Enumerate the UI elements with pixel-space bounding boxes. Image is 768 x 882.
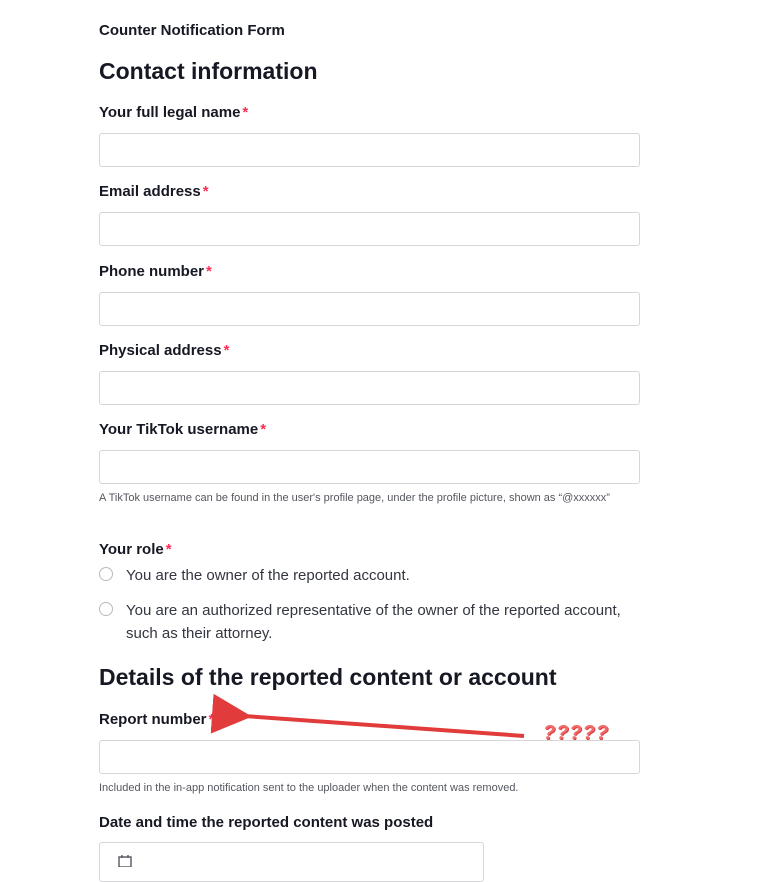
contact-heading: Contact information — [99, 58, 318, 84]
required-mark: * — [208, 711, 215, 728]
report-number-label: Report number * — [99, 711, 215, 728]
required-mark: * — [223, 342, 230, 359]
form-title: Counter Notification Form — [99, 22, 285, 39]
role-label: Your role * — [99, 541, 172, 558]
posted-datetime-label: Date and time the reported content was posted — [99, 814, 434, 831]
required-mark: * — [260, 421, 267, 438]
report-number-helper-text: Included in the in-app notification sent to the uploader when the content was removed. — [99, 782, 519, 794]
phone-label: Phone number * — [99, 263, 212, 280]
required-mark: * — [242, 104, 249, 121]
full-name-label: Your full legal name * — [99, 104, 249, 121]
required-mark: * — [202, 183, 209, 200]
address-label: Physical address * — [99, 342, 230, 359]
username-helper-text: A TikTok username can be found in the user's profile page, under the profile picture, shown as “@xxxxxx” — [99, 492, 610, 504]
role-option-label: You are the owner of the reported account. — [126, 567, 410, 584]
required-mark: * — [206, 263, 212, 280]
annotation-question-marks: ????? — [543, 722, 610, 744]
details-heading: Details of the reported content or account — [99, 664, 557, 690]
username-label: Your TikTok username * — [99, 421, 267, 438]
required-mark: * — [165, 541, 172, 558]
email-label: Email address * — [99, 183, 209, 200]
role-option-label: You are an authorized representative of the owner of the reported account, such as their attorney. — [126, 602, 621, 642]
